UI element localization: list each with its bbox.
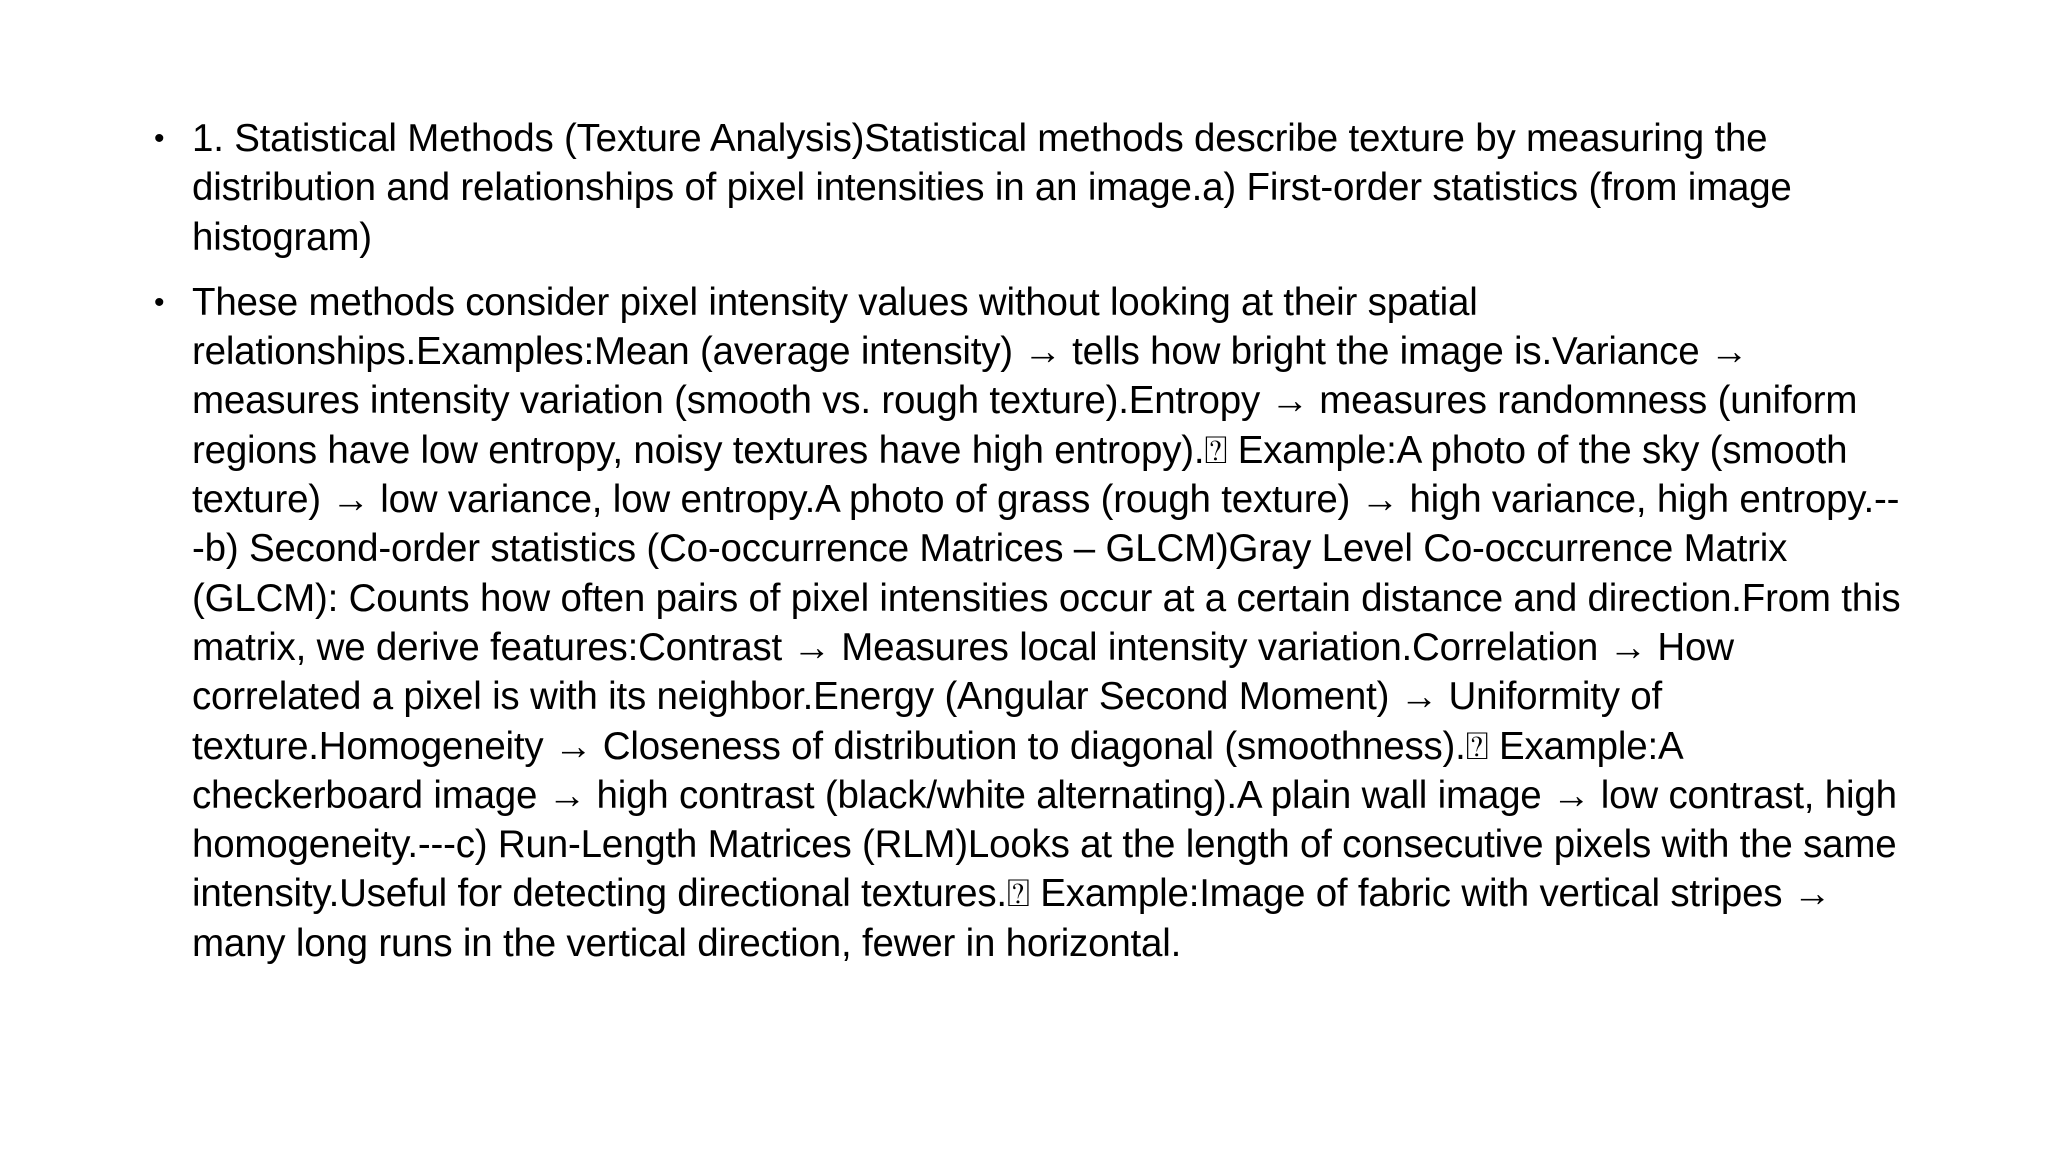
bullet-icon: • [154, 285, 165, 319]
bullet-item-statistical-methods [148, 114, 1908, 262]
bullet-list [148, 114, 1908, 984]
bullet-text: 1. Statistical Methods (Texture Analysis)Statistical methods describe texture by measuring the distribution and relationships of pixel intensities in an image.a) First-order statistics (from image histogram) [192, 117, 1792, 259]
bullet-item-first-order-details [148, 278, 1908, 968]
bullet-text: These methods consider pixel intensity values without looking at their spatial relationships.Examples:Mean (average intensity) → tells how bright the image is.Variance → measures intensity variation (smooth vs. rough texture).Entropy → measures randomness (uniform regions have low entropy, noisy textures have high entropy).⍰ Example:A photo of the sky (smooth texture) → low variance, low entropy.A photo of grass (rough texture) → high variance, high entropy.---b) Second-order statistics (Co-occurrence Matrices – GLCM)Gray Level Co-occurrence Matrix (GLCM): Counts how often pairs of pixel intensities occur at a certain distance and direction.From this matrix, we derive features:Contrast → Measures local intensity variation.Correlation → How correlated a pixel is with its neighbor.Energy (Angular Second Moment) → Uniformity of texture.Homogeneity → Closeness of distribution to diagonal (smoothness).⍰ Example:A checkerboard image → high contrast (black/white alternating).A plain wall image → low contrast, high homogeneity.---c) Run-Length Matrices (RLM)Looks at the length of consecutive pixels with the same intensity.Useful for detecting directional textures.⍰ Example:Image of fabric with vertical stripes → many long runs in the vertical direction, fewer in horizontal. [192, 280, 1901, 965]
bullet-icon: • [154, 122, 165, 155]
